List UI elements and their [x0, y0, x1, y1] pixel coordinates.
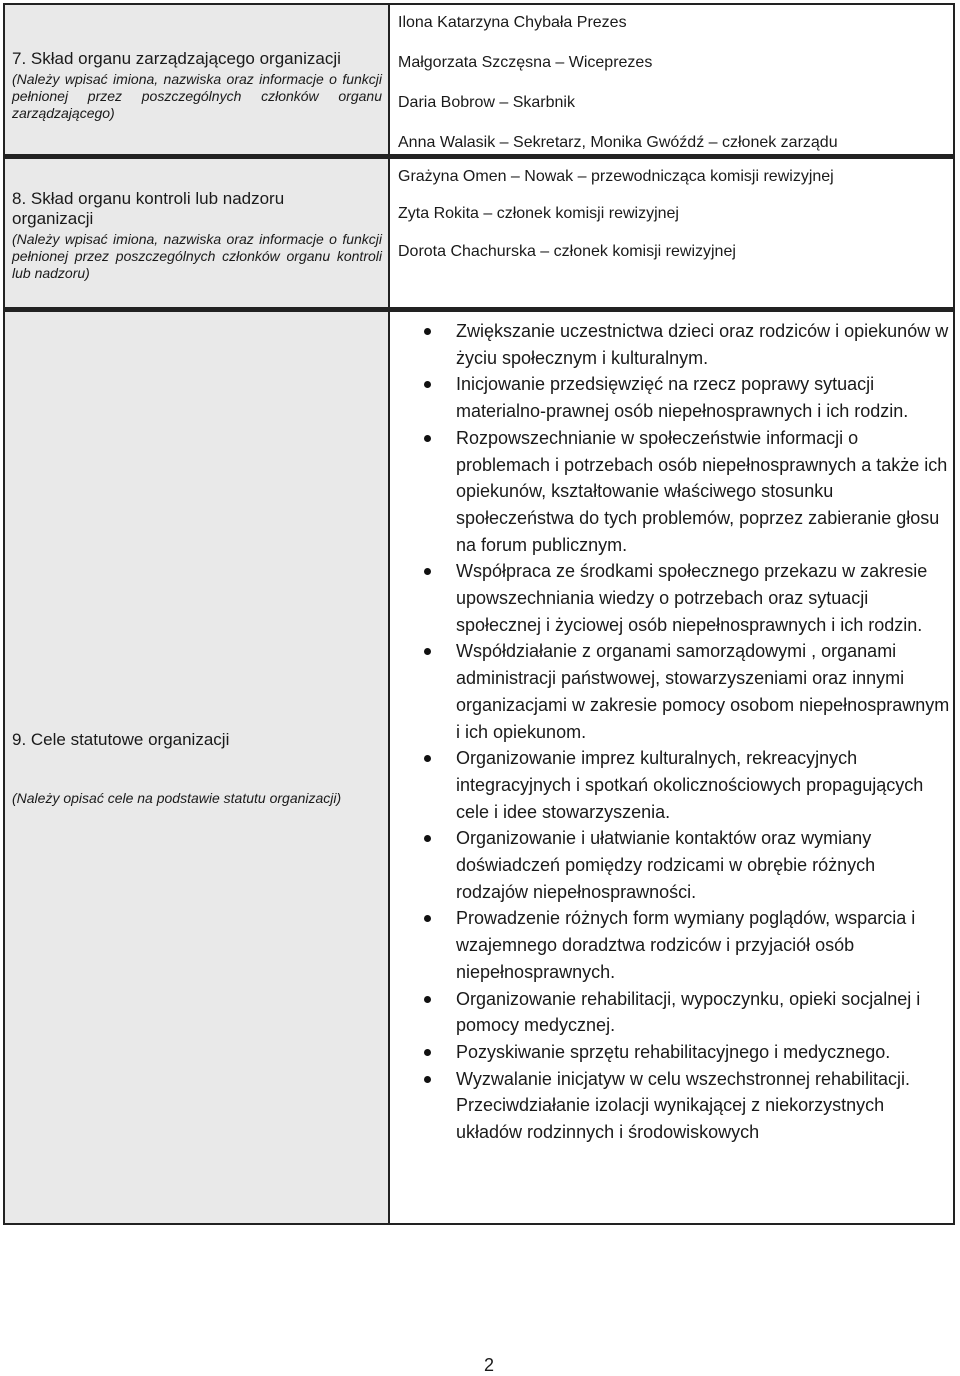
section-8-label-cell	[3, 159, 388, 309]
section-9-value-cell	[388, 312, 955, 1225]
goal-text: Organizowanie rehabilitacji, wypoczynku, opieki socjalnej i pomocy medycznej.	[456, 988, 921, 1036]
member-line: Zyta Rokita – członek komisji rewizyjnej	[398, 205, 679, 222]
section-8-row	[3, 156, 955, 309]
bullet-icon	[424, 568, 431, 575]
section-8-value-cell	[388, 159, 955, 309]
list-item	[390, 1066, 950, 1093]
member-line: Ilona Katarzyna Chybała Prezes	[398, 14, 627, 31]
list-item	[390, 371, 950, 424]
bullet-icon	[424, 648, 431, 655]
bullet-icon	[424, 755, 431, 762]
section-7-row	[3, 3, 955, 156]
list-item	[390, 825, 950, 905]
section-8-note: (Należy wpisać imiona, nazwiska oraz informacje o funkcji pełnionej przez poszczególnych członków organu kontroli lub nadzoru)	[12, 231, 382, 281]
list-item	[390, 558, 950, 638]
goal-text: Współdziałanie z organami samorządowymi , organami administracji państwowej, stowarzyszeniami oraz innymi organizacjami w zakresie pomocy osobom niepełnosprawnym i ich opiekunom.	[456, 641, 950, 742]
list-item	[390, 425, 950, 559]
list-item	[390, 745, 950, 825]
bullet-icon	[424, 1076, 431, 1083]
section-9-title: 9. Cele statutowe organizacji	[12, 730, 230, 749]
goal-text: Prowadzenie różnych form wymiany poglądów, wsparcia i wzajemnego doradztwa rodziców i przyjaciół osób niepełnosprawnych.	[456, 908, 916, 982]
bullet-icon	[424, 381, 431, 388]
goal-text: Pozyskiwanie sprzętu rehabilitacyjnego i medycznego.	[456, 1041, 891, 1062]
bullet-icon	[424, 1049, 431, 1056]
section-7-value-cell	[388, 3, 955, 156]
section-8-title: 8. Skład organu kontroli lub nadzoru organizacji	[12, 189, 285, 228]
list-item	[390, 905, 950, 985]
list-item	[390, 1039, 950, 1066]
list-item	[390, 318, 950, 371]
goal-text: Organizowanie i ułatwianie kontaktów oraz wymiany doświadczeń pomiędzy rodzicami w obrębie różnych rodzajów niepełnosprawności.	[456, 828, 876, 902]
goal-text: Wyzwalanie inicjatyw w celu wszechstronnej rehabilitacji.	[456, 1068, 911, 1089]
section-9-note: (Należy opisać cele na podstawie statutu organizacji)	[12, 790, 342, 806]
goals-list	[390, 318, 950, 1146]
goal-text: Organizowanie imprez kulturalnych, rekreacyjnych integracyjnych i spotkań okolicznościowych propagujących cele i idee stowarzyszenia.	[456, 748, 924, 822]
page-number: 2	[484, 1355, 495, 1375]
section-7-title: 7. Skład organu zarządzającego organizacji	[12, 49, 341, 68]
section-9-row	[3, 309, 955, 1225]
bullet-icon	[424, 915, 431, 922]
member-line: Anna Walasik – Sekretarz, Monika Gwóźdź – członek zarządu	[398, 134, 838, 151]
list-item-unbulleted	[390, 1092, 950, 1145]
bullet-icon	[424, 328, 431, 335]
member-line: Małgorzata Szczęsna – Wiceprezes	[398, 54, 653, 71]
bullet-icon	[424, 435, 431, 442]
bullet-icon	[424, 996, 431, 1003]
goal-text: Przeciwdziałanie izolacji wynikającej z niekorzystnych układów rodzinnych i środowiskowych	[456, 1095, 885, 1143]
goal-text: Zwiększanie uczestnictwa dzieci oraz rodziców i opiekunów w życiu społecznym i kulturalnym.	[456, 321, 949, 368]
member-line: Dorota Chachurska – członek komisji rewizyjnej	[398, 243, 736, 260]
section-7-label-cell	[3, 3, 388, 156]
goal-text: Współpraca ze środkami społecznego przekazu w zakresie upowszechniania wiedzy o potrzebach oraz sytuacji społecznej i życiowej osób niepełnosprawnych i ich rodzin.	[456, 561, 928, 635]
list-item	[390, 638, 950, 745]
section-9-label-cell	[3, 312, 388, 1225]
bullet-icon	[424, 835, 431, 842]
form-table	[3, 3, 955, 1225]
goal-text: Inicjowanie przedsięwzięć na rzecz poprawy sytuacji materialno-prawnej osób niepełnosprawnych i ich rodzin.	[456, 374, 909, 422]
section-7-note: (Należy wpisać imiona, nazwiska oraz informacje o funkcji pełnionej przez poszczególnych członków organu zarządzającego)	[12, 71, 382, 121]
member-line: Daria Bobrow – Skarbnik	[398, 94, 575, 111]
goal-text: Rozpowszechnianie w społeczeństwie informacji o problemach i potrzebach osób niepełnosprawnych a także ich opiekunów, kształtowanie właściwego stosunku społeczeństwa do tych problemów, poprzez zabieranie głosu na forum publicznym.	[456, 427, 948, 555]
list-item	[390, 986, 950, 1039]
member-line: Grażyna Omen – Nowak – przewodnicząca komisji rewizyjnej	[398, 168, 834, 185]
